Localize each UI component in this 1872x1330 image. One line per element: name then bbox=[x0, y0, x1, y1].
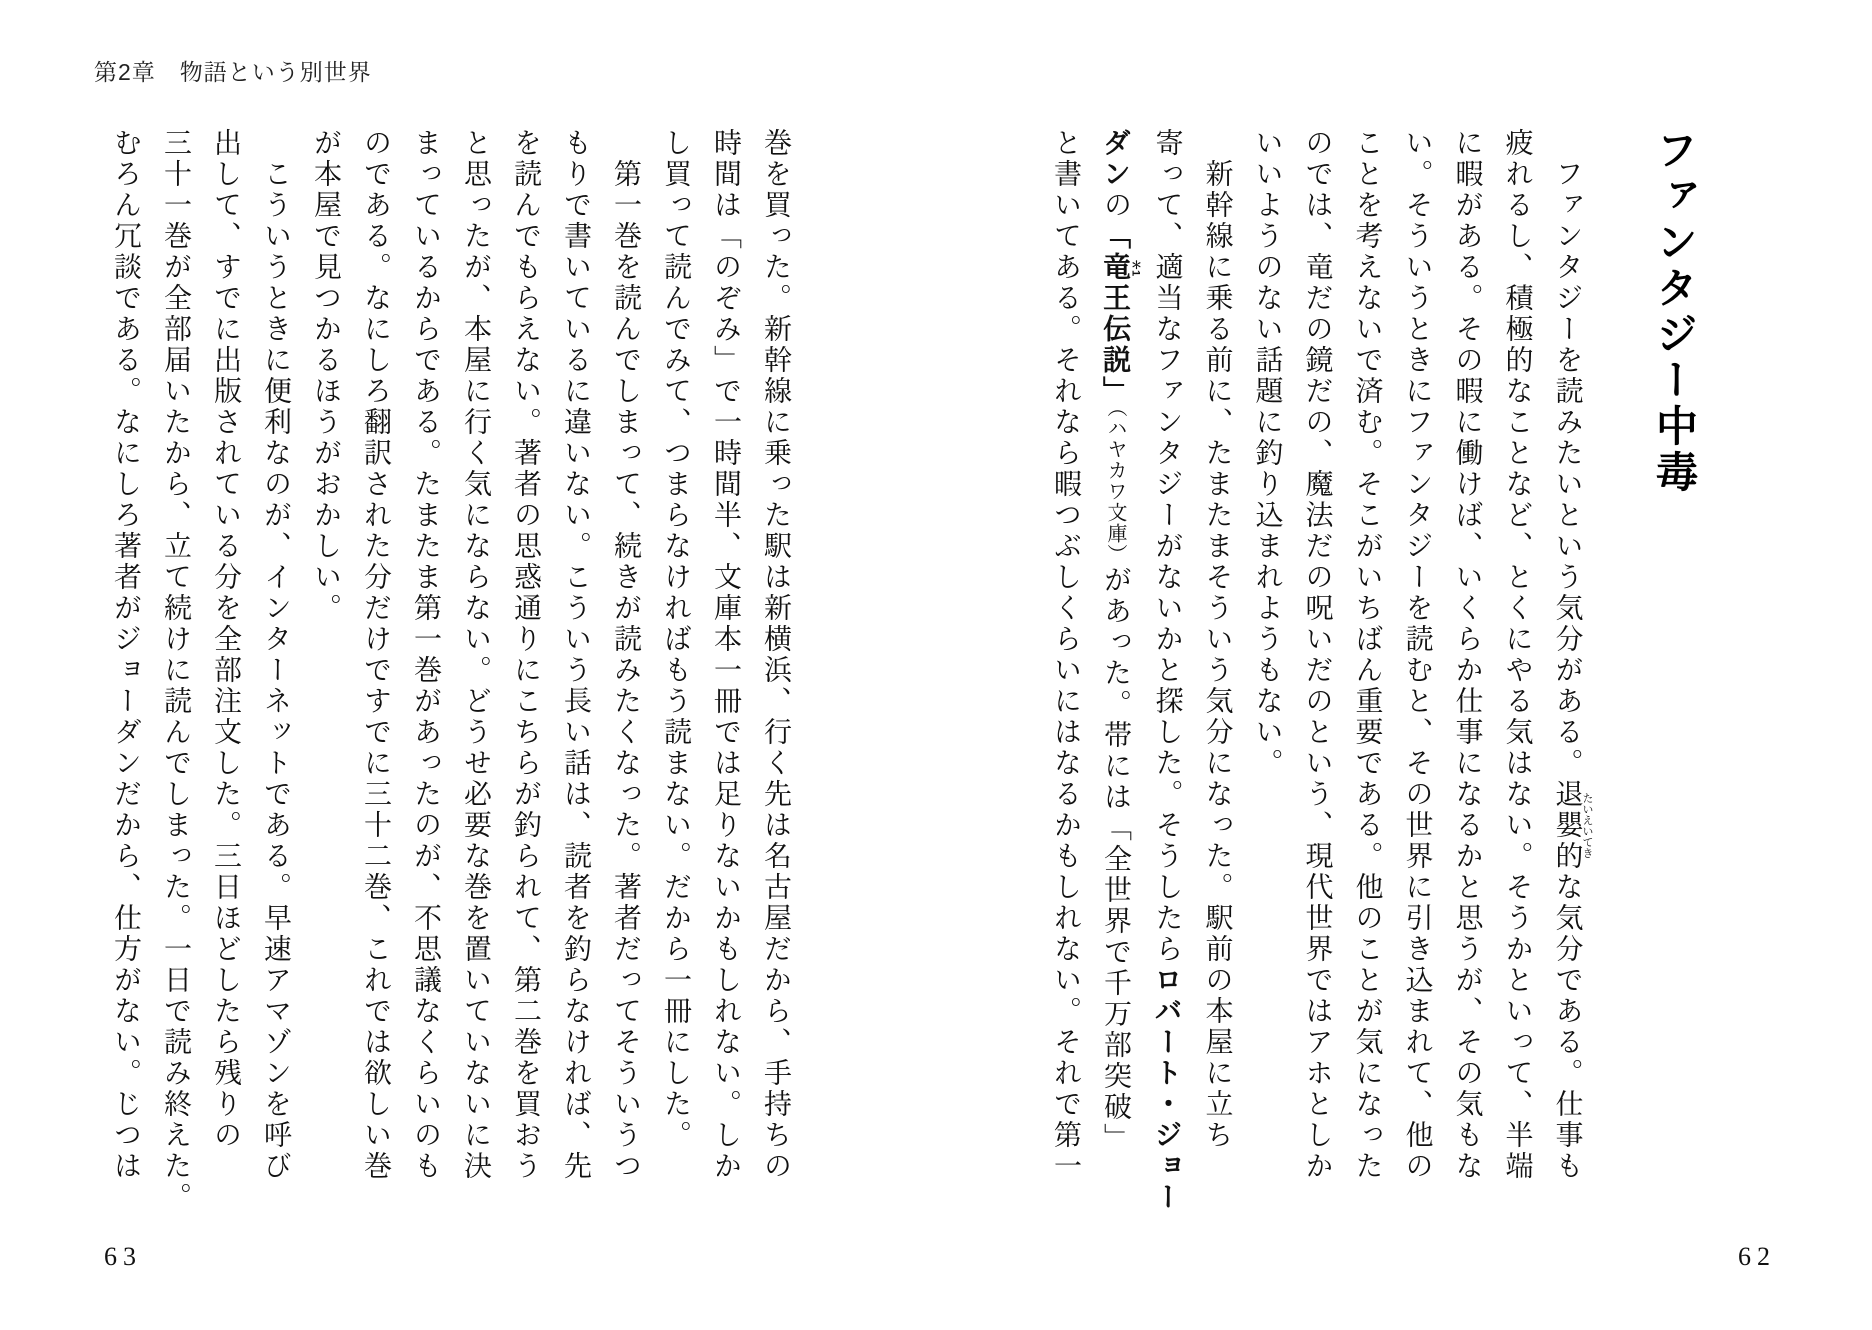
text-segment: し買って読んでみて、つまらなければもう読まない。だから一冊にした。 bbox=[660, 128, 691, 1151]
text-segment: が本屋で見つかるほうがおかしい。 bbox=[310, 128, 341, 624]
text-segment: 新幹線に乗る前に、たまたまそういう気分になった。駅前の本屋に立ち bbox=[1201, 128, 1233, 1151]
text-column bbox=[100, 128, 150, 1182]
text-column bbox=[1040, 128, 1090, 1182]
text-segment: いいようのない話題に釣り込まれようもない。 bbox=[1251, 128, 1283, 779]
text-segment: 三十一巻が全部届いたから、立て続けに読んでしまった。一日で読み終えた。 bbox=[160, 128, 191, 1213]
text-column bbox=[700, 128, 750, 1182]
text-column bbox=[200, 128, 250, 1168]
text-segment-ruby: 退嬰的たいえいてき bbox=[1551, 779, 1593, 872]
text-segment: と書いてある。それなら暇つぶしくらいにはなるかもしれない。それで第一 bbox=[1050, 128, 1081, 1182]
text-column bbox=[500, 128, 550, 1182]
page-right bbox=[1040, 128, 1770, 1213]
text-segment: むろん冗談である。なにしろ著者がジョーダンだから、仕方がない。じつは bbox=[110, 128, 141, 1182]
text-segment: 第一巻を読んでしまって、続きが読みたくなった。著者だってそういうつ bbox=[610, 128, 641, 1182]
text-segment: 「 bbox=[1100, 221, 1131, 252]
text-column bbox=[1090, 128, 1142, 1168]
text-segment: ロバート・ジョー bbox=[1151, 965, 1183, 1213]
text-column bbox=[400, 128, 450, 1182]
text-column bbox=[1442, 128, 1492, 1182]
text-column bbox=[750, 128, 800, 1182]
text-segment: まっているからである。たまたま第一巻があったのが、不思議なくらいのも bbox=[410, 128, 441, 1182]
text-column bbox=[1342, 128, 1392, 1182]
text-segment: ダン bbox=[1100, 128, 1131, 190]
text-segment: ことを考えないで済む。そこがいちばん重要である。他のことが気になった bbox=[1351, 128, 1383, 1182]
text-segment: に暇がある。その暇に働けば、いくらか仕事になるかと思うが、その気もな bbox=[1451, 128, 1483, 1182]
text-segment: ファンタジーを読みたいという気分がある。 bbox=[1551, 128, 1583, 779]
text-column bbox=[350, 128, 400, 1182]
page-number-left: 63 bbox=[104, 1242, 142, 1271]
text-segment: と思ったが、本屋に行く気にならない。どうせ必要な巻を置いていないに決 bbox=[460, 128, 491, 1182]
text-segment: 巻を買った。新幹線に乗った駅は新横浜、行く先は名古屋だから、手持ちの bbox=[760, 128, 791, 1182]
text-column bbox=[1492, 128, 1542, 1182]
text-segment: を読んでもらえない。著者の思惑通りにこちらが釣られて、第二巻を買おう bbox=[510, 128, 541, 1182]
text-column bbox=[1242, 128, 1292, 1168]
text-column bbox=[650, 128, 700, 1168]
text-column bbox=[1542, 128, 1594, 1182]
text-column bbox=[550, 128, 600, 1182]
text-segment: のである。なにしろ翻訳された分だけですでに三十二巻、これでは欲しい巻 bbox=[360, 128, 391, 1182]
text-column bbox=[450, 128, 500, 1182]
text-column bbox=[1292, 128, 1342, 1182]
text-segment: があった。帯には「全世界で千万部突破」 bbox=[1100, 565, 1131, 1154]
text-segment: のでは、竜だの鏡だの、魔法だの呪いだのという、現代世界ではアホとしか bbox=[1301, 128, 1333, 1182]
text-segment: な気分である。仕事も bbox=[1551, 872, 1583, 1182]
page-left bbox=[100, 128, 800, 1213]
text-column bbox=[250, 128, 300, 1182]
article-title: ファンタジー中毒 bbox=[1650, 128, 1696, 496]
text-column bbox=[150, 128, 200, 1213]
text-segment: もりで書いているに違いない。こういう長い話は、読者を釣らなければ、先 bbox=[560, 128, 591, 1182]
text-segment: 寄って、適当なファンタジーがないかと探した。そうしたら bbox=[1151, 128, 1183, 965]
text-segment: の bbox=[1100, 190, 1131, 221]
text-segment: 時間は「のぞみ」で一時間半、文庫本一冊では足りないかもしれない。しか bbox=[710, 128, 741, 1182]
text-column bbox=[600, 128, 650, 1182]
text-segment: （ハヤカワ文庫） bbox=[1104, 407, 1126, 565]
text-column bbox=[1142, 128, 1192, 1213]
text-column bbox=[300, 128, 350, 1168]
text-segment: い。そういうときにファンタジーを読むと、その世界に引き込まれて、他の bbox=[1401, 128, 1433, 1182]
text-segment: 疲れるし、積極的なことなど、とくにやる気はない。そうかといって、半端 bbox=[1501, 128, 1533, 1182]
text-column bbox=[1192, 128, 1242, 1168]
page-number-right: 62 bbox=[1738, 1242, 1776, 1271]
text-segment: 出して、すでに出版されている分を全部注文した。三日ほどしたら残りの bbox=[210, 128, 241, 1151]
text-segment-ruby: 竜＊1 bbox=[1100, 252, 1142, 283]
text-segment: こういうときに便利なのが、インターネットである。早速アマゾンを呼び bbox=[260, 128, 291, 1182]
text-segment: 王伝説」 bbox=[1100, 283, 1131, 407]
text-column bbox=[1392, 128, 1442, 1182]
chapter-header: 第2章 物語という別世界 bbox=[94, 59, 372, 85]
